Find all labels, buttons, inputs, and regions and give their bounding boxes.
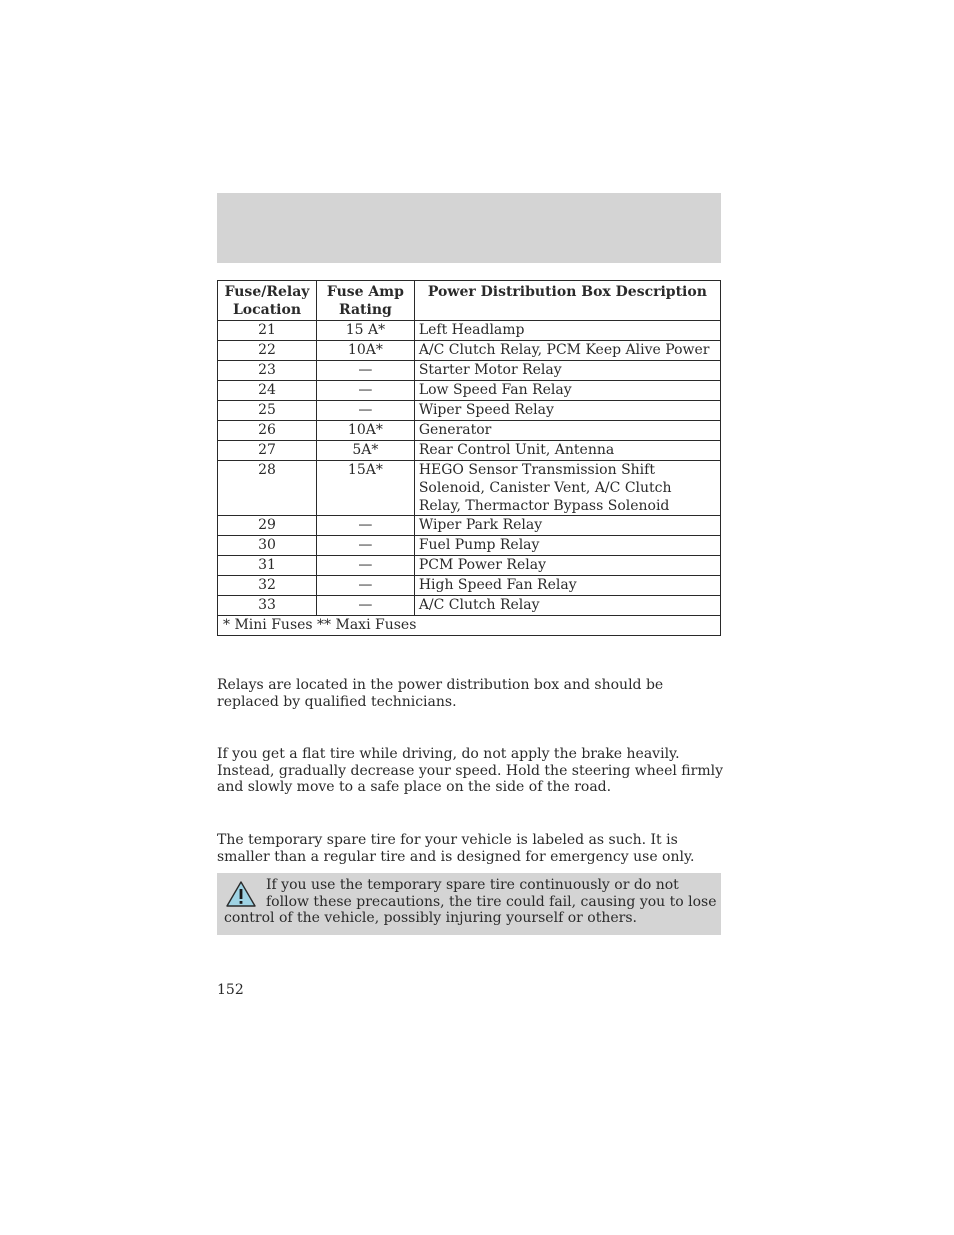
cell-description: Starter Motor Relay [414,361,720,381]
warning-text: If you use the temporary spare tire continuously or do not follow these precautions, the tire could fail, causing you to lose control of the vehicle, possibly injuring yourself or others. [224,877,717,926]
cell-rating: — [316,576,414,596]
table-footnote-row [218,616,721,636]
table-footnote: * Mini Fuses ** Maxi Fuses [218,616,721,636]
cell-location: 30 [218,536,317,556]
cell-rating: — [316,556,414,576]
cell-rating: — [316,596,414,616]
section-header-band [217,193,721,263]
cell-rating: — [316,401,414,421]
cell-location: 29 [218,516,317,536]
cell-location: 23 [218,361,317,381]
header-amp-rating: Fuse Amp Rating [316,281,414,321]
table-row [218,361,721,381]
cell-description: Low Speed Fan Relay [414,381,720,401]
table-row [218,321,721,341]
cell-location: 27 [218,441,317,461]
table-header-row [218,281,721,321]
fuse-table [217,280,721,636]
cell-location: 28 [218,461,317,516]
cell-rating: — [316,536,414,556]
cell-description: Wiper Park Relay [414,516,720,536]
warning-box [217,873,721,935]
table-row [218,576,721,596]
cell-rating: 10A* [316,341,414,361]
table-row [218,596,721,616]
cell-rating: 15 A* [316,321,414,341]
cell-description: Rear Control Unit, Antenna [414,441,720,461]
cell-description: Left Headlamp [414,321,720,341]
cell-rating: — [316,381,414,401]
table-row [218,341,721,361]
cell-location: 26 [218,421,317,441]
cell-rating: 15A* [316,461,414,516]
spare-tire-paragraph: The temporary spare tire for your vehicle is labeled as such. It is smaller than a regular tire and is designed for emergency use only. [217,832,695,865]
warning-triangle-icon [225,880,257,908]
cell-location: 22 [218,341,317,361]
cell-description: PCM Power Relay [414,556,720,576]
table-row [218,401,721,421]
cell-description: High Speed Fan Relay [414,576,720,596]
relays-paragraph: Relays are located in the power distribution box and should be replaced by qualified technicians. [217,677,664,710]
cell-location: 25 [218,401,317,421]
cell-description: Fuel Pump Relay [414,536,720,556]
table-row [218,536,721,556]
table-row [218,441,721,461]
page-number: 152 [217,982,244,998]
table-row [218,421,721,441]
cell-location: 32 [218,576,317,596]
table-row [218,556,721,576]
header-location: Fuse/Relay Location [218,281,317,321]
cell-location: 24 [218,381,317,401]
cell-rating: — [316,516,414,536]
table-row [218,381,721,401]
cell-description: Wiper Speed Relay [414,401,720,421]
table-row [218,461,721,516]
cell-rating: 5A* [316,441,414,461]
flat-tire-paragraph: If you get a flat tire while driving, do not apply the brake heavily. Instead, gradually decrease your speed. Hold the steering wheel firmly and slowly move to a safe place on the side of the road. [217,746,723,795]
cell-location: 21 [218,321,317,341]
cell-description: HEGO Sensor Transmission Shift Solenoid, Canister Vent, A/C Clutch Relay, Thermactor Bypass Solenoid [414,461,720,516]
cell-description: A/C Clutch Relay [414,596,720,616]
table-row [218,516,721,536]
cell-rating: — [316,361,414,381]
cell-description: A/C Clutch Relay, PCM Keep Alive Power [414,341,720,361]
cell-description: Generator [414,421,720,441]
cell-location: 31 [218,556,317,576]
cell-rating: 10A* [316,421,414,441]
header-description: Power Distribution Box Description [414,281,720,321]
cell-location: 33 [218,596,317,616]
